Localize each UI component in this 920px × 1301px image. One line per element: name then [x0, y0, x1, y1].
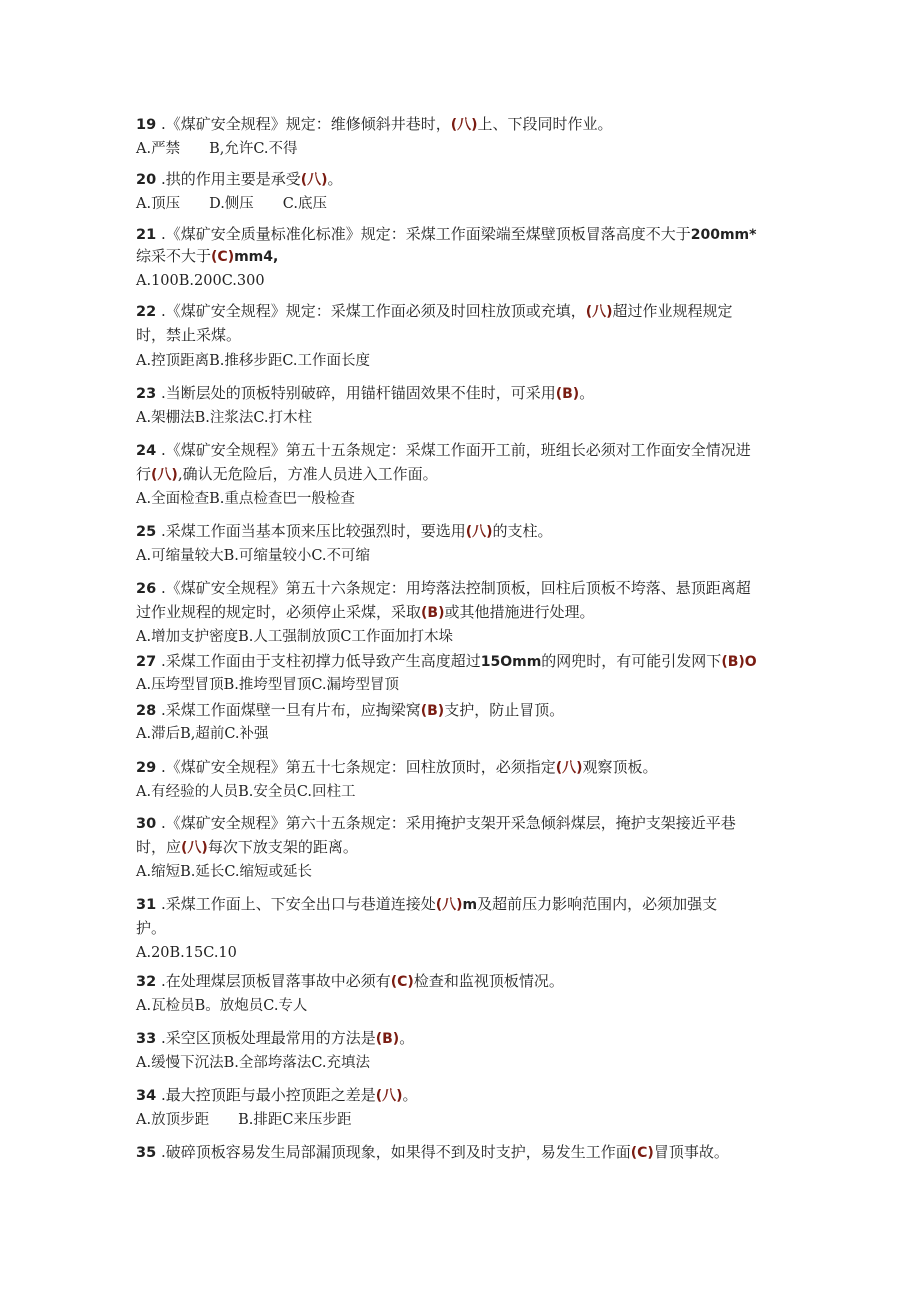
question-number: 25: [136, 524, 157, 540]
question-number: 32: [136, 974, 157, 990]
question-number: 34: [136, 1088, 157, 1104]
question-text: .拱的作用主要是承受: [156, 170, 301, 188]
options: A.20B.15C.10: [136, 945, 237, 961]
question-text: .采煤工作面当基本顶来压比较强烈时，要选用: [156, 522, 466, 540]
question-text: .在处理煤层顶板冒落事故中必须有: [156, 972, 391, 990]
answer: (B): [375, 1031, 400, 1047]
question-19: [136, 114, 613, 135]
question-text: .采空区顶板处理最常用的方法是: [156, 1029, 376, 1047]
options: A.有经验的人员B.安全员C.回柱工: [136, 784, 356, 800]
options: A.缓慢下沉法B.全部垮落法C.充填法: [136, 1055, 371, 1071]
question-34: [136, 1085, 418, 1106]
question-21: [136, 224, 756, 245]
question-number: 29: [136, 760, 157, 776]
question-text: 冒顶事故。: [653, 1143, 729, 1161]
answer: (C): [211, 249, 235, 265]
question-23: [136, 383, 594, 404]
answer: (八): [300, 172, 328, 188]
question-text: 过作业规程的规定时，必须停止采煤，采取: [136, 603, 422, 621]
question-text: .《煤矿安全规程》规定：采煤工作面必须及时回柱放顶或充填，: [156, 302, 586, 320]
question-text: 观察顶板。: [582, 758, 658, 776]
question-30: [136, 813, 736, 834]
answer: (八): [465, 524, 493, 540]
question-text: .《煤矿安全规程》第六十五条规定：采用掩护支架开采急倾斜煤层，掩护支架接近平巷: [156, 814, 736, 832]
question-text: 的网兜时，有可能引发网下: [541, 652, 722, 670]
question-text: 超过作业规程规定: [612, 302, 733, 320]
question-24-cont: [136, 464, 438, 485]
answer: (八): [181, 840, 208, 856]
question-text: 上、下段同时作业。: [477, 115, 613, 133]
answer: (B)O: [721, 654, 757, 670]
question-number: 24: [136, 443, 157, 459]
question-number: 21: [136, 227, 157, 243]
question-text: 。: [579, 384, 595, 402]
question-number: 19: [136, 117, 157, 133]
options: A.全面检查B.重点检查巴一般检查: [136, 491, 355, 507]
question-21-cont: [136, 246, 278, 267]
answer: (八): [450, 117, 478, 133]
options: A.架棚法B.注浆法C.打木柱: [136, 410, 313, 426]
question-32: [136, 971, 564, 992]
options: A.可缩量较大B.可缩量较小C.不可缩: [136, 548, 371, 564]
question-text: .采煤工作面由于支柱初撑力低导致产生高度超过: [156, 652, 481, 670]
question-number: 20: [136, 172, 157, 188]
question-number: 23: [136, 386, 157, 402]
answer: (B): [555, 386, 580, 402]
question-text: 行: [136, 465, 152, 483]
question-30-cont: [136, 837, 358, 858]
question-text: .采煤工作面煤壁一旦有片布，应掏梁窝: [156, 701, 421, 719]
question-text: 或其他措施进行处理。: [444, 603, 595, 621]
question-number: 30: [136, 816, 157, 832]
question-text: 。: [402, 1086, 418, 1104]
question-text: 。: [399, 1029, 415, 1047]
question-text: 时，禁止采煤。: [136, 326, 242, 344]
options: A.滞后B,超前C.补强: [136, 726, 269, 742]
answer: (C): [390, 974, 414, 990]
question-number: 31: [136, 897, 157, 913]
question-25: [136, 521, 553, 542]
options: A.放顶步距 B.排距C来压步距: [136, 1112, 352, 1128]
value: 200mm*: [690, 227, 757, 243]
answer: (八): [585, 304, 613, 320]
answer: (八): [435, 897, 463, 913]
question-22: [136, 301, 733, 322]
question-text: .破碎顶板容易发生局部漏顶现象，如果得不到及时支护，易发生工作面: [156, 1143, 631, 1161]
question-number: 26: [136, 581, 157, 597]
question-text: .《煤矿安全规程》规定：维修倾斜井巷时，: [156, 115, 451, 133]
options: A.压垮型冒顶B.推垮型冒顶C.漏垮型冒顶: [136, 677, 400, 693]
question-number: 33: [136, 1031, 157, 1047]
question-24: [136, 440, 751, 461]
question-text: .《煤矿安全质量标准化标准》规定：采煤工作面梁端至煤壁顶板冒落高度不大于: [156, 225, 691, 243]
question-text: ,确认无危险后，方准人员进入工作面。: [177, 465, 438, 483]
question-26: [136, 578, 751, 599]
value: mm4,: [234, 249, 279, 265]
question-20: [136, 169, 343, 190]
question-31: [136, 894, 717, 915]
question-number: 28: [136, 703, 157, 719]
question-number: 22: [136, 304, 157, 320]
question-text: .采煤工作面上、下安全出口与巷道连接处: [156, 895, 436, 913]
answer: (八): [151, 467, 178, 483]
question-text: 综采不大于: [136, 247, 212, 265]
question-text: 时，应: [136, 838, 182, 856]
question-text: .最大控顶距与最小控顶距之差是: [156, 1086, 376, 1104]
question-35: [136, 1142, 729, 1163]
question-text: 。: [327, 170, 343, 188]
answer: (B): [421, 605, 445, 621]
question-number: 27: [136, 654, 157, 670]
question-28: [136, 700, 564, 721]
question-29: [136, 757, 658, 778]
options: A.增加支护密度B.人工强制放顶C工作面加打木垛: [136, 629, 453, 645]
options: A.严禁 B,允许C.不得: [136, 141, 298, 157]
options: A.顶压 D.侧压 C.底压: [136, 196, 327, 212]
question-text: 支护，防止冒顶。: [444, 701, 565, 719]
question-text: .《煤矿安全规程》第五十六条规定：用垮落法控制顶板，回柱后顶板不垮落、悬顶距离超: [156, 579, 751, 597]
question-text: 检查和监视顶板情况。: [413, 972, 564, 990]
question-27: [136, 651, 757, 672]
question-text: 及超前压力影响范围内，必须加强支: [477, 895, 718, 913]
question-text: 每次下放支架的距离。: [207, 838, 358, 856]
options: A.控顶距离B.推移步距C.工作面长度: [136, 353, 371, 369]
unit: m: [462, 897, 478, 913]
answer: (B): [420, 703, 445, 719]
question-text: .《煤矿安全规程》第五十七条规定：回柱放顶时，必须指定: [156, 758, 556, 776]
answer: (C): [630, 1145, 654, 1161]
question-33: [136, 1028, 414, 1049]
options: A.瓦检员B。放炮员C.专人: [136, 998, 308, 1014]
question-text: .当断层处的顶板特别破碎，用锚杆锚固效果不佳时，可采用: [156, 384, 556, 402]
options: A.缩短B.延长C.缩短或延长: [136, 864, 313, 880]
question-26-cont: [136, 602, 595, 623]
answer: (八): [555, 760, 583, 776]
question-text: 的支柱。: [492, 522, 553, 540]
answer: (八): [375, 1088, 403, 1104]
value: 15Omm: [480, 654, 542, 670]
question-text: 护。: [136, 919, 167, 937]
question-number: 35: [136, 1145, 157, 1161]
question-text: .《煤矿安全规程》第五十五条规定：采煤工作面开工前，班组长必须对工作面安全情况进: [156, 441, 751, 459]
options: A.100B.200C.300: [136, 273, 265, 289]
